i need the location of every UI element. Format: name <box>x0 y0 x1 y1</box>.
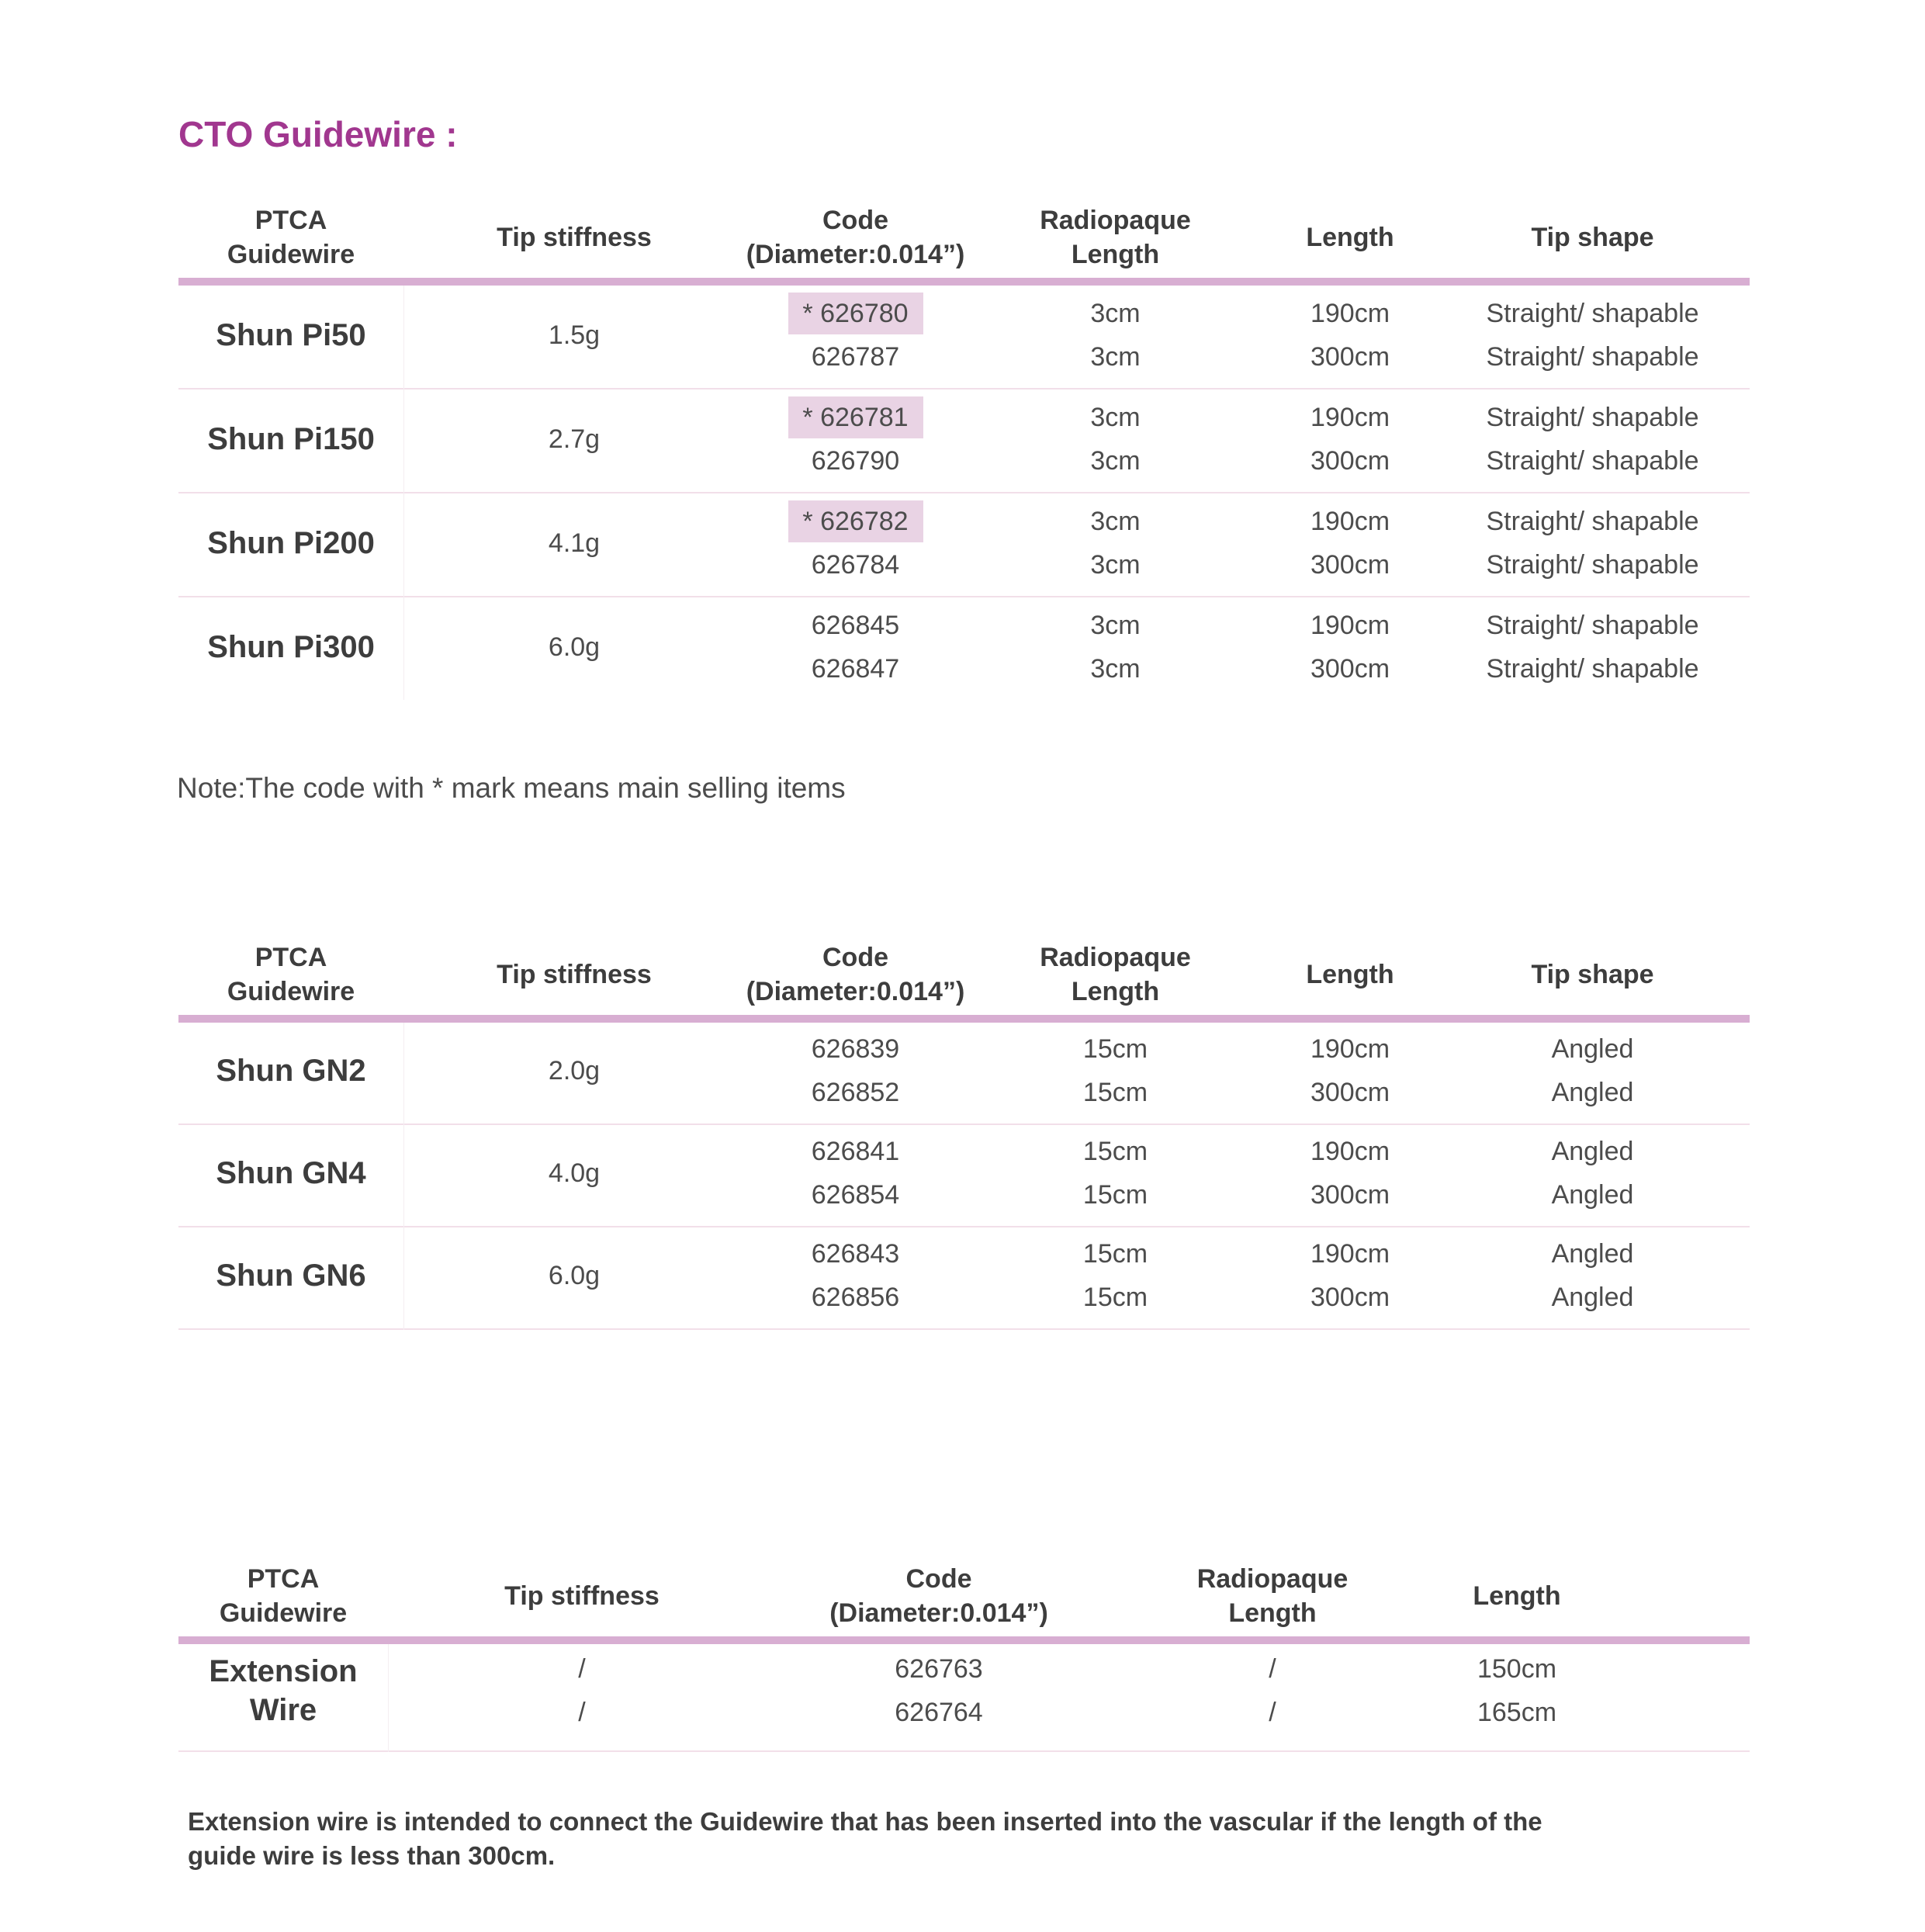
code-cell <box>745 439 966 483</box>
column-header <box>403 203 745 272</box>
length-value: 150cm <box>1477 1653 1557 1684</box>
product-name-line: Shun Pi200 <box>207 526 375 560</box>
column-header <box>403 940 745 1009</box>
radiopaque-length-value: 3cm <box>1090 610 1141 640</box>
length-value: 190cm <box>1310 610 1390 640</box>
product-name-line: Shun GN2 <box>216 1054 366 1088</box>
code-value: 626852 <box>811 1077 900 1107</box>
code-value: 626845 <box>811 610 900 640</box>
code-value: 626847 <box>811 653 900 684</box>
product-name <box>178 396 403 483</box>
tip-shape-value: Angled <box>1551 1179 1634 1210</box>
column-header-line: Radiopaque <box>1196 1564 1349 1594</box>
code-cell <box>745 647 966 691</box>
radiopaque-length-value: 15cm <box>1082 1136 1148 1166</box>
column-header-line: (Diameter:0.014”) <box>829 1598 1048 1628</box>
tip-stiffness-value: 6.0g <box>548 1260 601 1290</box>
tip-shape-value: Angled <box>1551 1282 1634 1312</box>
length-value: 300cm <box>1310 653 1390 684</box>
code-cell <box>776 1691 1102 1734</box>
length-value: 300cm <box>1310 1077 1390 1107</box>
code-cell <box>745 1071 966 1114</box>
code-cell <box>745 1276 966 1319</box>
tip-stiffness-value: 4.0g <box>548 1158 601 1188</box>
radiopaque-length-value: 3cm <box>1090 445 1141 476</box>
column-divider-line <box>403 1023 404 1330</box>
tip-shape-value: Angled <box>1551 1077 1634 1107</box>
radiopaque-length-value: 15cm <box>1082 1238 1148 1269</box>
column-header-line: Tip shape <box>1531 223 1654 252</box>
column-header-line: Length <box>1071 240 1160 269</box>
tip-shape-value: Straight/ shapable <box>1486 402 1699 432</box>
column-header-line: Code <box>822 943 888 972</box>
radiopaque-length-value: 3cm <box>1090 653 1141 684</box>
column-header-line: Tip stiffness <box>497 960 652 989</box>
column-header-line: Code <box>905 1564 972 1594</box>
column-header <box>966 940 1265 1009</box>
column-header <box>178 203 403 272</box>
column-header-line: (Diameter:0.014”) <box>746 240 965 269</box>
code-cell <box>745 396 966 439</box>
code-cell <box>776 1647 1102 1691</box>
tip-shape-value: Straight/ shapable <box>1486 445 1699 476</box>
column-header-line: Tip shape <box>1531 960 1654 989</box>
code-value: 626841 <box>811 1136 900 1166</box>
product-name <box>178 292 403 379</box>
radiopaque-length-value: 3cm <box>1090 341 1141 372</box>
page-title: CTO Guidewire : <box>178 114 458 154</box>
header-underline <box>178 278 1750 286</box>
length-value: 190cm <box>1310 298 1390 328</box>
column-header <box>776 1562 1102 1630</box>
column-header-line: Tip stiffness <box>497 223 652 252</box>
tip-stiffness-value: 1.5g <box>548 320 601 350</box>
code-value-highlighted: * 626780 <box>788 293 923 334</box>
product-name-line: Shun Pi150 <box>207 422 375 456</box>
column-header <box>1443 1562 1591 1630</box>
code-value: 626787 <box>811 341 900 372</box>
note-text: Note:The code with * mark means main selling items <box>177 772 846 804</box>
tip-stiffness-value: / <box>578 1653 586 1684</box>
product-row-group <box>178 1125 1750 1227</box>
column-header-line: Tip stiffness <box>504 1581 660 1611</box>
product-row-group <box>178 1644 1750 1752</box>
tip-shape-value: Straight/ shapable <box>1486 341 1699 372</box>
column-header <box>1102 1562 1443 1630</box>
code-cell <box>745 292 966 335</box>
column-header <box>745 940 966 1009</box>
code-value: 626856 <box>811 1282 900 1312</box>
product-row-group <box>178 597 1750 700</box>
length-value: 300cm <box>1310 341 1390 372</box>
tip-stiffness-value: 2.7g <box>548 424 601 454</box>
code-value: 626790 <box>811 445 900 476</box>
length-value: 190cm <box>1310 1034 1390 1064</box>
column-header-line: Radiopaque <box>1040 206 1191 235</box>
tip-shape-value: Angled <box>1551 1034 1634 1064</box>
column-header <box>1435 940 1750 1009</box>
tip-stiffness-value: 4.1g <box>548 528 601 558</box>
column-header-line: Guidewire <box>219 1598 348 1628</box>
tip-shape-value: Straight/ shapable <box>1486 506 1699 536</box>
product-row-group <box>178 1227 1750 1330</box>
product-name <box>178 1647 388 1734</box>
column-header-line: Length <box>1473 1581 1561 1611</box>
product-row-group <box>178 493 1750 597</box>
column-divider-line <box>403 286 404 700</box>
tip-shape-value: Straight/ shapable <box>1486 298 1699 328</box>
product-name <box>178 1027 403 1114</box>
code-value: 626764 <box>895 1697 983 1727</box>
product-name <box>178 604 403 691</box>
code-cell <box>745 1173 966 1217</box>
code-cell <box>745 1232 966 1276</box>
column-header-line: Length <box>1306 960 1394 989</box>
tip-shape-value: Angled <box>1551 1136 1634 1166</box>
column-header <box>388 1562 776 1630</box>
column-header-line: Guidewire <box>227 977 355 1006</box>
column-header-line: Code <box>822 206 888 235</box>
product-name-line: Shun Pi50 <box>216 318 366 352</box>
code-value-highlighted: * 626782 <box>788 500 923 542</box>
column-header-line: Length <box>1071 977 1160 1006</box>
length-value: 190cm <box>1310 402 1390 432</box>
code-value: 626763 <box>895 1653 983 1684</box>
code-value: 626854 <box>811 1179 900 1210</box>
tip-stiffness-value: 6.0g <box>548 632 601 662</box>
column-header-line: PTCA <box>254 206 327 235</box>
product-row-group <box>178 390 1750 493</box>
column-header <box>1435 203 1750 272</box>
extension-wire-table <box>178 1562 1750 1752</box>
length-value: 190cm <box>1310 1136 1390 1166</box>
column-header <box>745 203 966 272</box>
product-name <box>178 1130 403 1217</box>
code-cell <box>745 604 966 647</box>
tip-shape-value: Straight/ shapable <box>1486 610 1699 640</box>
product-row-group <box>178 286 1750 390</box>
product-name-line: Extension <box>209 1654 358 1688</box>
length-value: 300cm <box>1310 1179 1390 1210</box>
header-underline <box>178 1636 1750 1644</box>
column-header <box>1265 203 1435 272</box>
code-cell <box>745 500 966 543</box>
radiopaque-length-value: 15cm <box>1082 1282 1148 1312</box>
length-value: 300cm <box>1310 549 1390 580</box>
radiopaque-length-value: 3cm <box>1090 298 1141 328</box>
length-value: 190cm <box>1310 506 1390 536</box>
tip-stiffness-value: 2.0g <box>548 1055 601 1085</box>
code-value: 626784 <box>811 549 900 580</box>
footer-note-line-1: Extension wire is intended to connect the Guidewire that has been inserted into the vascular if the length of the <box>188 1807 1542 1836</box>
product-name <box>178 1232 403 1319</box>
radiopaque-length-value: 3cm <box>1090 402 1141 432</box>
tip-shape-value: Straight/ shapable <box>1486 653 1699 684</box>
product-row-group <box>178 1023 1750 1125</box>
table-header-row <box>178 1562 1750 1630</box>
product-name-line: Wire <box>249 1693 317 1727</box>
column-header-line: PTCA <box>247 1564 320 1594</box>
column-header-line: Guidewire <box>227 240 355 269</box>
radiopaque-length-value: 15cm <box>1082 1034 1148 1064</box>
column-header-line: PTCA <box>254 943 327 972</box>
column-header-line: Length <box>1306 223 1394 252</box>
code-value: 626843 <box>811 1238 900 1269</box>
column-header <box>178 1562 388 1630</box>
column-header-line: Radiopaque <box>1040 943 1191 972</box>
code-cell <box>745 335 966 379</box>
radiopaque-length-value: / <box>1269 1697 1276 1727</box>
tip-shape-value: Angled <box>1551 1238 1634 1269</box>
column-header-line: Length <box>1228 1598 1317 1628</box>
product-name-line: Shun GN6 <box>216 1259 366 1293</box>
product-name <box>178 500 403 587</box>
radiopaque-length-value: 15cm <box>1082 1077 1148 1107</box>
code-cell <box>745 1027 966 1071</box>
column-header <box>966 203 1265 272</box>
table-header-row <box>178 940 1750 1009</box>
table-header-row <box>178 203 1750 272</box>
product-name-line: Shun Pi300 <box>207 630 375 664</box>
header-underline <box>178 1015 1750 1023</box>
radiopaque-length-value: 15cm <box>1082 1179 1148 1210</box>
column-header <box>1265 940 1435 1009</box>
tip-shape-value: Straight/ shapable <box>1486 549 1699 580</box>
cto-guidewire-table <box>178 203 1750 700</box>
radiopaque-length-value: / <box>1269 1653 1276 1684</box>
gn-guidewire-table <box>178 940 1750 1330</box>
product-name-line: Shun GN4 <box>216 1156 366 1190</box>
tip-stiffness-value: / <box>578 1697 586 1727</box>
column-header <box>178 940 403 1009</box>
length-value: 300cm <box>1310 1282 1390 1312</box>
footer-note <box>188 1805 1542 1873</box>
column-header-line: (Diameter:0.014”) <box>746 977 965 1006</box>
code-value-highlighted: * 626781 <box>788 396 923 438</box>
length-value: 165cm <box>1477 1697 1557 1727</box>
code-cell <box>745 543 966 587</box>
column-divider-line <box>388 1644 389 1752</box>
footer-note-line-2: guide wire is less than 300cm. <box>188 1841 556 1870</box>
code-value: 626839 <box>811 1034 900 1064</box>
length-value: 300cm <box>1310 445 1390 476</box>
code-cell <box>745 1130 966 1173</box>
radiopaque-length-value: 3cm <box>1090 549 1141 580</box>
length-value: 190cm <box>1310 1238 1390 1269</box>
radiopaque-length-value: 3cm <box>1090 506 1141 536</box>
